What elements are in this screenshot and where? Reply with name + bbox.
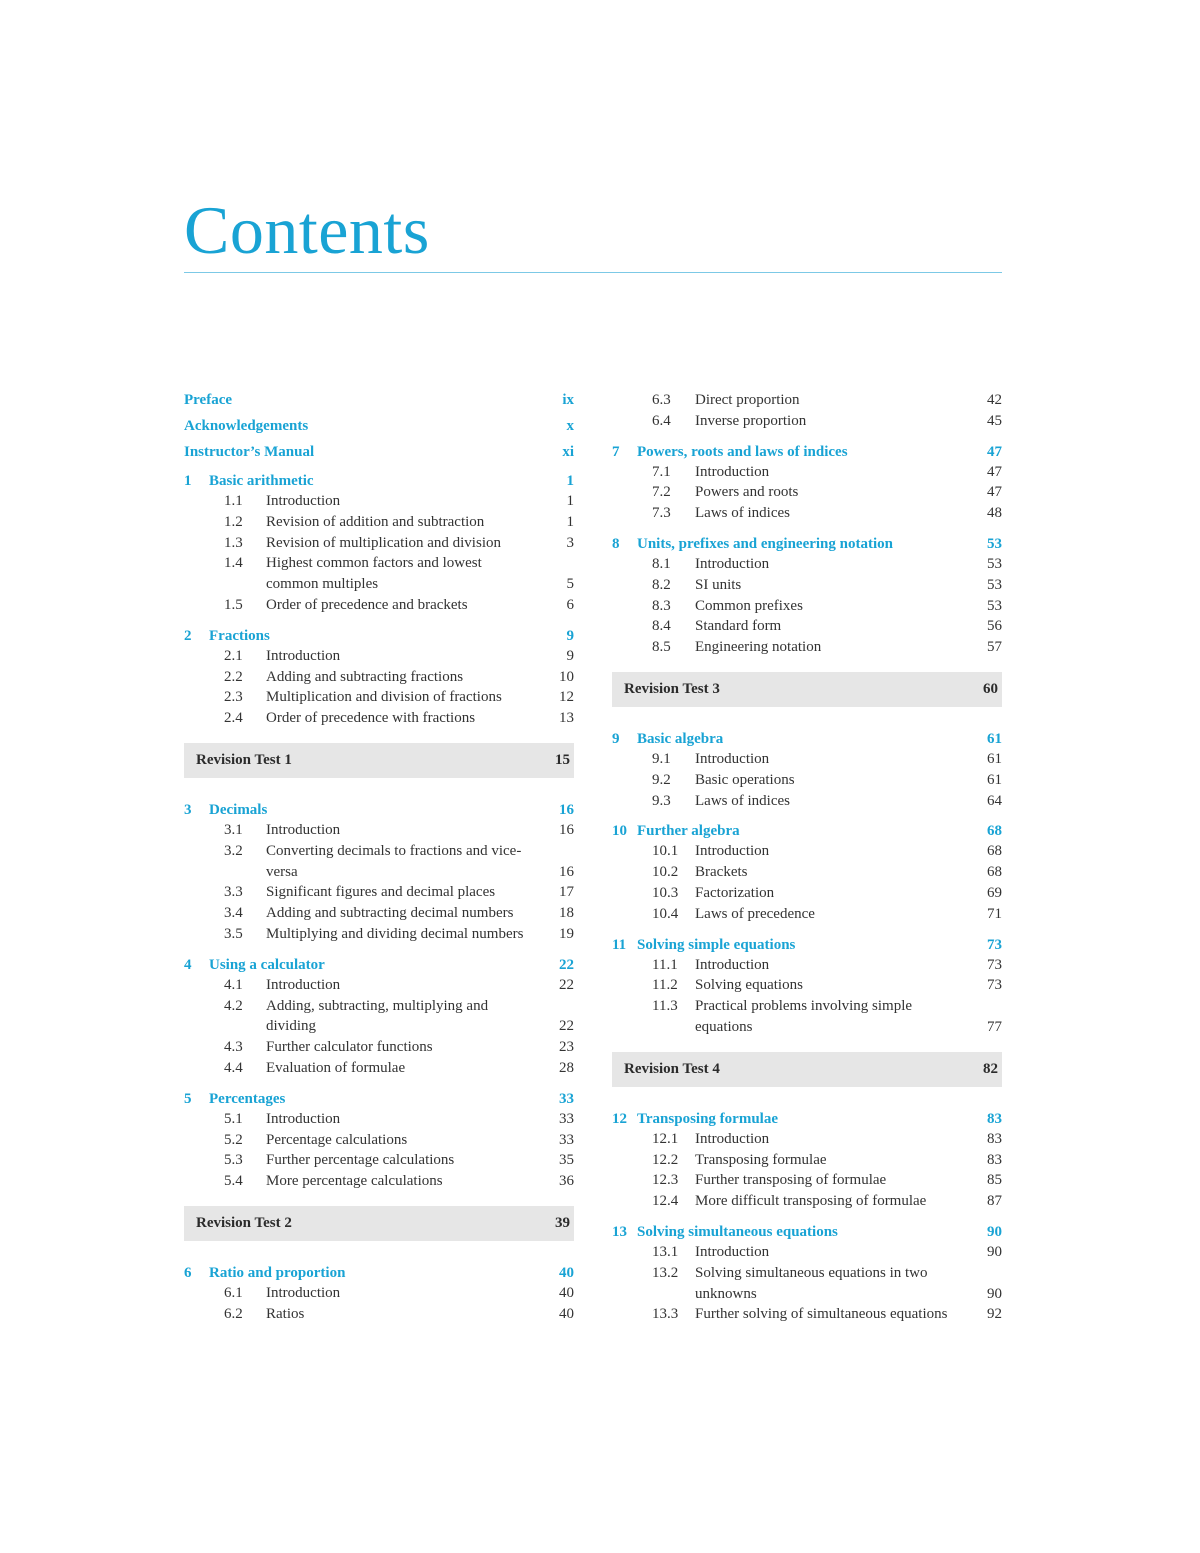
section-title: Introduction [695, 463, 770, 480]
section-page: 33 [559, 1131, 574, 1148]
toc-section-entry[interactable] [184, 996, 574, 1038]
section-page: 47 [987, 463, 1002, 480]
toc-section-entry[interactable] [184, 595, 574, 616]
revision-page: 15 [555, 751, 570, 768]
title-rule [184, 272, 1002, 273]
section-page: 90 [987, 1243, 1002, 1260]
section-number: 1.4 [224, 555, 243, 572]
section-page: 40 [559, 1284, 574, 1301]
toc-section-entry[interactable] [612, 637, 1002, 658]
section-number: 8.1 [652, 555, 671, 572]
section-number: 3.3 [224, 884, 243, 901]
section-number: 1.2 [224, 513, 243, 530]
toc-section-entry[interactable] [184, 1109, 574, 1130]
toc-section-entry[interactable] [184, 903, 574, 924]
section-number: 4.4 [224, 1059, 243, 1076]
revision-page: 82 [983, 1060, 998, 1077]
toc-section-entry[interactable] [612, 1170, 1002, 1191]
section-number: 3.1 [224, 821, 243, 838]
section-number: 5.1 [224, 1110, 243, 1127]
section-number: 12.3 [652, 1172, 679, 1189]
chapter-number: 5 [184, 1090, 192, 1107]
section-title: Standard form [695, 618, 782, 635]
revision-test-entry[interactable] [612, 672, 1002, 707]
section-number: 7.3 [652, 505, 671, 522]
section-number: 6.4 [652, 412, 671, 429]
chapter-title: Solving simple equations [637, 936, 796, 953]
section-title: Laws of indices [695, 792, 790, 809]
toc-chapter [612, 534, 1002, 658]
revision-title: Revision Test 2 [196, 1214, 292, 1231]
section-title: Converting decimals to fractions and vice-versa [266, 842, 522, 880]
section-title: More difficult transposing of formulae [695, 1193, 927, 1210]
section-title: Further calculator functions [266, 1039, 433, 1056]
front-matter-title: Acknowledgements [184, 418, 309, 434]
section-page: 61 [987, 771, 1002, 788]
section-title: Percentage calculations [266, 1131, 408, 1148]
section-page: 77 [987, 1018, 1002, 1035]
section-page: 92 [987, 1306, 1002, 1323]
toc-section-entry[interactable] [612, 616, 1002, 637]
section-title: Engineering notation [695, 639, 822, 656]
toc-section-entry[interactable] [612, 554, 1002, 575]
toc-section-entry[interactable] [184, 687, 574, 708]
toc-section-entry[interactable] [184, 820, 574, 841]
section-number: 13.2 [652, 1264, 679, 1281]
section-number: 11.3 [652, 998, 678, 1015]
chapter-title: Basic arithmetic [209, 473, 314, 489]
section-number: 2.4 [224, 710, 243, 727]
toc-section-entry[interactable] [612, 1263, 1002, 1305]
toc-section-entry[interactable] [612, 390, 1002, 411]
section-page: 87 [987, 1193, 1002, 1210]
toc-section-entry[interactable] [612, 841, 1002, 862]
section-title: Solving simultaneous equations in two unknowns [695, 1264, 928, 1302]
section-title: Adding and subtracting decimal numbers [266, 905, 514, 922]
toc-section-entry[interactable] [612, 482, 1002, 503]
chapter-heading[interactable] [184, 1263, 574, 1283]
revision-title: Revision Test 4 [624, 1060, 720, 1077]
section-number: 12.4 [652, 1193, 679, 1210]
section-title: Laws of precedence [695, 905, 815, 922]
front-matter-page: ix [562, 392, 574, 408]
toc-section-entry[interactable] [612, 904, 1002, 925]
chapter-title: Percentages [209, 1090, 286, 1107]
section-title: Transposing formulae [695, 1151, 827, 1168]
section-number: 5.2 [224, 1131, 243, 1148]
chapter-title: Ratio and proportion [209, 1264, 346, 1281]
section-page: 40 [559, 1305, 574, 1322]
section-page: 56 [987, 618, 1002, 635]
section-page: 45 [987, 412, 1002, 429]
section-number: 4.2 [224, 997, 243, 1014]
section-title: Introduction [695, 1243, 770, 1260]
section-page: 53 [987, 576, 1002, 593]
chapter-number: 2 [184, 627, 192, 644]
section-title: Highest common factors and lowest common multiples [266, 555, 482, 593]
front-matter-page: x [566, 418, 574, 434]
section-title: Factorization [695, 884, 775, 901]
section-page: 16 [559, 821, 574, 838]
revision-test-entry[interactable] [612, 1052, 1002, 1087]
section-number: 8.3 [652, 597, 671, 614]
chapter-title: Units, prefixes and engineering notation [637, 535, 893, 552]
section-page: 73 [987, 956, 1002, 973]
chapter-title: Powers, roots and laws of indices [637, 443, 848, 460]
toc-chapter [184, 1263, 574, 1325]
chapter-page: 53 [987, 535, 1002, 552]
section-number: 7.1 [652, 463, 671, 480]
toc-chapter [184, 626, 574, 729]
section-number: 3.4 [224, 905, 243, 922]
section-number: 12.2 [652, 1151, 679, 1168]
toc-section-entry[interactable] [612, 575, 1002, 596]
page-title: Contents [184, 192, 430, 268]
section-page: 36 [559, 1173, 574, 1190]
section-page: 10 [559, 668, 574, 685]
section-number: 1.1 [224, 493, 243, 509]
chapter-heading[interactable] [612, 821, 1002, 841]
toc-section-entry[interactable] [612, 1191, 1002, 1212]
chapter-number: 13 [612, 1223, 627, 1240]
section-number: 10.1 [652, 843, 679, 860]
chapter-number: 9 [612, 730, 620, 747]
toc-section-entry[interactable] [612, 596, 1002, 617]
section-title: Introduction [695, 1130, 770, 1147]
toc-section-entry[interactable] [612, 749, 1002, 770]
toc-section-entry[interactable] [184, 882, 574, 903]
section-number: 2.1 [224, 647, 243, 664]
section-page: 6 [566, 596, 574, 613]
toc-section-entry[interactable] [184, 1171, 574, 1192]
section-page: 48 [987, 505, 1002, 522]
section-title: Significant figures and decimal places [266, 884, 496, 901]
chapter-number: 11 [612, 936, 627, 953]
toc-chapter [612, 1222, 1002, 1325]
chapter-title: Decimals [209, 801, 268, 818]
section-page: 85 [987, 1172, 1002, 1189]
toc-chapter [612, 442, 1002, 524]
chapter-title: Further algebra [637, 823, 740, 840]
section-page: 16 [559, 863, 574, 880]
section-page: 12 [559, 689, 574, 706]
section-page: 19 [559, 925, 574, 942]
chapter-title: Solving simultaneous equations [637, 1223, 838, 1240]
section-page: 68 [987, 864, 1002, 881]
toc-section-entry[interactable] [184, 1283, 574, 1304]
chapter-page: 68 [987, 823, 1002, 840]
section-title: Introduction [266, 1110, 341, 1127]
contents-left-column [184, 390, 574, 1335]
front-matter-page: xi [562, 444, 574, 460]
section-page: 1 [566, 513, 574, 530]
section-title: Introduction [695, 843, 770, 860]
chapter-page: 61 [987, 730, 1002, 747]
section-title: Solving equations [695, 977, 803, 994]
chapter-title: Fractions [209, 627, 270, 644]
section-number: 2.2 [224, 668, 243, 685]
section-page: 71 [987, 905, 1002, 922]
chapter-page: 1 [566, 473, 574, 489]
section-page: 90 [987, 1285, 1002, 1302]
toc-chapter [612, 1109, 1002, 1212]
chapter-number: 4 [184, 956, 192, 973]
section-title: Common prefixes [695, 597, 803, 614]
toc-section-entry[interactable] [612, 996, 1002, 1038]
chapter-page: 83 [987, 1110, 1002, 1127]
section-number: 3.5 [224, 925, 243, 942]
section-title: Ratios [266, 1305, 305, 1322]
chapter-heading[interactable] [184, 800, 574, 820]
chapter-number: 3 [184, 801, 192, 818]
section-title: Introduction [266, 647, 341, 664]
section-page: 5 [566, 576, 574, 593]
section-title: Further percentage calculations [266, 1152, 455, 1169]
section-number: 1.3 [224, 534, 243, 551]
section-number: 13.3 [652, 1306, 679, 1323]
toc-section-entry[interactable] [184, 708, 574, 729]
section-page: 1 [566, 493, 574, 509]
section-title: Further transposing of formulae [695, 1172, 887, 1189]
chapter-heading[interactable] [612, 534, 1002, 554]
chapter-heading[interactable] [612, 935, 1002, 955]
section-page: 73 [987, 977, 1002, 994]
chapter-number: 6 [184, 1264, 192, 1281]
chapter-number: 8 [612, 535, 620, 552]
section-number: 5.3 [224, 1152, 243, 1169]
chapter-heading[interactable] [184, 955, 574, 975]
section-number: 6.2 [224, 1305, 243, 1322]
section-title: Introduction [266, 976, 341, 993]
toc-section-entry[interactable] [184, 512, 574, 533]
toc-chapter [184, 800, 574, 945]
front-matter-entry[interactable] [184, 416, 574, 436]
section-title: Revision of multiplication and division [266, 534, 501, 551]
section-page: 53 [987, 597, 1002, 614]
section-page: 33 [559, 1110, 574, 1127]
front-matter-entry[interactable] [184, 390, 574, 410]
section-page: 57 [987, 639, 1002, 656]
chapter-heading[interactable] [184, 471, 574, 491]
section-title: Basic operations [695, 771, 795, 788]
section-number: 6.3 [652, 392, 671, 408]
front-matter-entry[interactable] [184, 442, 574, 462]
section-title: Multiplying and dividing decimal numbers [266, 925, 524, 942]
chapter-page: 90 [987, 1223, 1002, 1240]
chapter-heading[interactable] [612, 442, 1002, 462]
revision-test-entry[interactable] [184, 1206, 574, 1241]
section-number: 8.5 [652, 639, 671, 656]
section-page: 83 [987, 1130, 1002, 1147]
section-number: 6.1 [224, 1284, 243, 1301]
toc-chapter [184, 1089, 574, 1192]
toc-section-entry[interactable] [612, 883, 1002, 904]
section-page: 23 [559, 1039, 574, 1056]
section-number: 12.1 [652, 1130, 679, 1147]
toc-section-entry[interactable] [612, 791, 1002, 812]
toc-section-entry[interactable] [612, 975, 1002, 996]
section-page: 28 [559, 1059, 574, 1076]
toc-chapter [184, 471, 574, 616]
toc-section-entry[interactable] [184, 646, 574, 667]
section-page: 9 [566, 647, 574, 664]
section-title: Laws of indices [695, 505, 790, 522]
front-matter-title: Preface [184, 392, 233, 408]
revision-page: 60 [983, 680, 998, 697]
section-title: Introduction [695, 750, 770, 767]
toc-section-entry[interactable] [612, 1304, 1002, 1325]
chapter-number: 12 [612, 1110, 627, 1127]
toc-section-entry[interactable] [612, 862, 1002, 883]
section-page: 64 [987, 792, 1002, 809]
section-title: More percentage calculations [266, 1173, 443, 1190]
toc-section-entry[interactable] [184, 553, 574, 595]
section-title: Introduction [695, 956, 770, 973]
toc-section-entry[interactable] [612, 411, 1002, 432]
toc-section-entry[interactable] [612, 770, 1002, 791]
revision-page: 39 [555, 1214, 570, 1231]
section-page: 18 [559, 905, 574, 922]
section-page: 53 [987, 555, 1002, 572]
chapter-heading[interactable] [184, 1089, 574, 1109]
toc-section-entry[interactable] [612, 955, 1002, 976]
section-title: Adding and subtracting fractions [266, 668, 464, 685]
toc-continued-sections [612, 390, 1002, 432]
section-title: Introduction [266, 821, 341, 838]
toc-section-entry[interactable] [612, 1242, 1002, 1263]
revision-title: Revision Test 3 [624, 680, 720, 697]
section-title: Evaluation of formulae [266, 1059, 406, 1076]
chapter-title: Transposing formulae [637, 1110, 778, 1127]
section-title: Inverse proportion [695, 412, 807, 429]
section-page: 3 [566, 534, 574, 551]
contents-right-column [612, 390, 1002, 1335]
section-number: 9.3 [652, 792, 671, 809]
section-title: Order of precedence and brackets [266, 596, 468, 613]
chapter-number: 7 [612, 443, 620, 460]
section-page: 17 [559, 884, 574, 901]
toc-section-entry[interactable] [184, 1130, 574, 1151]
section-number: 8.4 [652, 618, 671, 635]
chapter-page: 33 [559, 1090, 574, 1107]
toc-section-entry[interactable] [612, 503, 1002, 524]
chapter-heading[interactable] [612, 1222, 1002, 1242]
chapter-page: 9 [566, 627, 574, 644]
section-number: 3.2 [224, 842, 243, 859]
toc-chapter [612, 935, 1002, 1038]
toc-section-entry[interactable] [184, 667, 574, 688]
section-number: 11.2 [652, 977, 678, 994]
chapter-heading[interactable] [612, 729, 1002, 749]
toc-section-entry[interactable] [184, 1058, 574, 1079]
section-number: 4.1 [224, 976, 243, 993]
section-title: Powers and roots [695, 484, 799, 501]
section-title: Introduction [266, 493, 341, 509]
chapter-heading[interactable] [184, 626, 574, 646]
toc-section-entry[interactable] [184, 491, 574, 512]
section-number: 9.1 [652, 750, 671, 767]
section-title: Brackets [695, 864, 748, 881]
section-number: 7.2 [652, 484, 671, 501]
toc-section-entry[interactable] [612, 462, 1002, 483]
section-page: 35 [559, 1152, 574, 1169]
section-number: 10.2 [652, 864, 679, 881]
chapter-number: 1 [184, 473, 192, 489]
section-title: Practical problems involving simple equations [695, 998, 913, 1035]
section-number: 8.2 [652, 576, 671, 593]
toc-section-entry[interactable] [184, 841, 574, 883]
chapter-page: 16 [559, 801, 574, 818]
toc-section-entry[interactable] [184, 1037, 574, 1058]
toc-section-entry[interactable] [184, 1150, 574, 1171]
toc-chapter [612, 729, 1002, 811]
chapter-page: 40 [559, 1264, 574, 1281]
section-page: 22 [559, 976, 574, 993]
section-title: Introduction [266, 1284, 341, 1301]
section-number: 10.4 [652, 905, 679, 922]
section-title: Order of precedence with fractions [266, 710, 476, 727]
section-title: Further solving of simultaneous equations [695, 1306, 948, 1323]
section-number: 2.3 [224, 689, 243, 706]
section-number: 1.5 [224, 596, 243, 613]
section-page: 68 [987, 843, 1002, 860]
toc-chapter [612, 821, 1002, 924]
toc-section-entry[interactable] [184, 975, 574, 996]
section-page: 42 [987, 392, 1002, 408]
section-number: 10.3 [652, 884, 679, 901]
section-title: Adding, subtracting, multiplying and dividing [266, 997, 489, 1035]
chapter-page: 73 [987, 936, 1002, 953]
toc-section-entry[interactable] [184, 924, 574, 945]
chapter-heading[interactable] [612, 1109, 1002, 1129]
section-page: 69 [987, 884, 1002, 901]
chapter-page: 22 [559, 956, 574, 973]
chapter-title: Basic algebra [637, 730, 724, 747]
section-page: 13 [559, 710, 574, 727]
chapter-page: 47 [987, 443, 1002, 460]
section-page: 22 [559, 1018, 574, 1035]
section-title: Multiplication and division of fractions [266, 689, 502, 706]
section-title: Introduction [695, 555, 770, 572]
section-page: 83 [987, 1151, 1002, 1168]
section-title: Revision of addition and subtraction [266, 513, 485, 530]
section-number: 13.1 [652, 1243, 679, 1260]
toc-section-entry[interactable] [612, 1129, 1002, 1150]
section-title: Direct proportion [695, 392, 800, 408]
toc-section-entry[interactable] [612, 1150, 1002, 1171]
section-number: 4.3 [224, 1039, 243, 1056]
front-matter-title: Instructor’s Manual [184, 444, 315, 460]
section-page: 61 [987, 750, 1002, 767]
chapter-title: Using a calculator [209, 956, 325, 973]
section-title: SI units [695, 576, 742, 593]
chapter-number: 10 [612, 823, 627, 840]
revision-title: Revision Test 1 [196, 751, 292, 768]
toc-chapter [184, 955, 574, 1079]
revision-test-entry[interactable] [184, 743, 574, 778]
toc-section-entry[interactable] [184, 533, 574, 554]
section-page: 47 [987, 484, 1002, 501]
section-number: 5.4 [224, 1173, 243, 1190]
section-number: 9.2 [652, 771, 671, 788]
toc-section-entry[interactable] [184, 1304, 574, 1325]
section-number: 11.1 [652, 956, 678, 973]
